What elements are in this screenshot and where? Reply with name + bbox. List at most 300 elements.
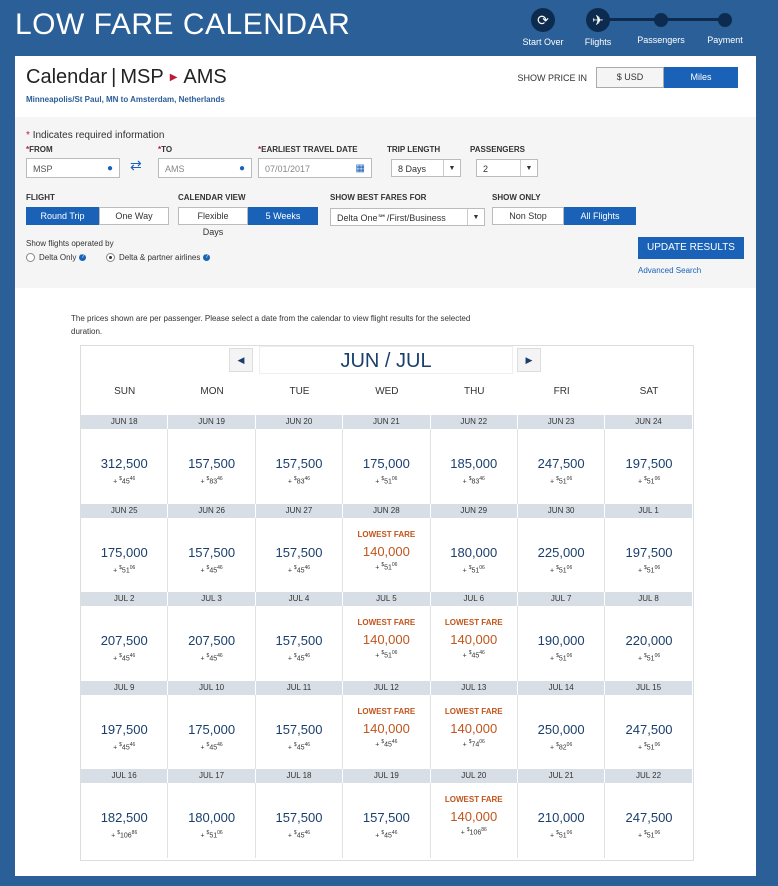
fare-tax: + $^{\$}74^{06}$ xyxy=(462,738,485,748)
day-date: JUN 27 xyxy=(256,504,343,518)
fare-cell[interactable] xyxy=(343,783,430,858)
day-date: JUL 16 xyxy=(81,769,168,783)
fare-miles[interactable]: 175,000 xyxy=(100,544,148,560)
fare-miles[interactable]: 207,500 xyxy=(188,633,236,648)
fare-miles[interactable]: 157,500 xyxy=(275,721,323,737)
calendar-weeks xyxy=(81,415,693,858)
fare-cell[interactable] xyxy=(168,783,255,858)
chevron-right-icon: ▶ xyxy=(525,355,533,365)
tax-dollars: 51 xyxy=(384,652,392,660)
fare-calendar xyxy=(80,345,694,861)
tax-dollars: 45 xyxy=(384,740,392,748)
fare-miles[interactable]: 182,500 xyxy=(100,810,148,825)
fare-cell[interactable] xyxy=(256,518,343,593)
day-date: JUL 3 xyxy=(168,592,255,606)
fare-cell[interactable] xyxy=(343,518,430,593)
day-date: JUL 18 xyxy=(256,769,343,783)
fare-miles[interactable]: 157,500 xyxy=(275,456,323,471)
day-date: JUL 22 xyxy=(605,769,692,783)
fare-cell[interactable] xyxy=(168,429,255,504)
step-label[interactable]: Start Over xyxy=(522,37,564,47)
delta-only-option[interactable] xyxy=(26,253,86,262)
day-date: JUN 26 xyxy=(168,504,255,518)
fare-cell[interactable] xyxy=(431,518,518,593)
tax-dollars: 45 xyxy=(296,743,305,751)
tax-cents: 06 xyxy=(566,476,573,482)
tax-dollars: 106 xyxy=(119,832,132,840)
week-fare-row xyxy=(81,429,693,504)
tax-cents: 46 xyxy=(304,476,311,482)
fare-tax: + $^{\$}45^{46}$ xyxy=(113,653,136,663)
destination-code: AMS xyxy=(183,66,227,88)
tax-cents: 06 xyxy=(654,830,661,836)
tax-cents: 06 xyxy=(566,830,573,836)
tax-dollars: 51 xyxy=(558,478,567,486)
fare-cell[interactable] xyxy=(431,606,518,681)
calendar-view-switch xyxy=(178,207,318,237)
tax-dollars: 83 xyxy=(471,478,480,486)
tax-dollars: 106 xyxy=(469,829,482,837)
route-prefix: Calendar xyxy=(26,66,108,88)
fare-tax: + $^{\$}45^{46}$ xyxy=(375,738,398,748)
day-date: JUL 10 xyxy=(168,681,255,695)
tax-cents: 06 xyxy=(217,830,223,836)
fare-miles[interactable]: 140,000 xyxy=(362,543,410,559)
fare-cell[interactable] xyxy=(81,783,168,858)
fare-tax: + $^{\$}45^{46}$ xyxy=(113,741,136,751)
tax-cents: 46 xyxy=(217,564,223,571)
week-fare-row xyxy=(81,695,693,770)
location-pin-icon: ● xyxy=(106,163,113,174)
fare-cell[interactable] xyxy=(343,695,430,770)
tax-dollars: 45 xyxy=(384,832,392,840)
tax-dollars: 51 xyxy=(384,478,392,486)
fare-miles[interactable]: 175,000 xyxy=(188,721,236,737)
tax-cents: 06 xyxy=(566,564,573,571)
fare-tax: + $^{\$}51^{06}$ xyxy=(550,830,573,840)
fare-cell[interactable] xyxy=(81,606,168,681)
fare-miles[interactable]: 312,500 xyxy=(100,456,148,471)
day-date: JUN 24 xyxy=(605,415,692,429)
tax-cents: 46 xyxy=(479,650,485,656)
tax-dollars: 45 xyxy=(296,566,305,574)
fare-miles[interactable]: 197,500 xyxy=(625,456,673,471)
fare-miles[interactable]: 190,000 xyxy=(537,633,585,648)
flight-label: FLIGHT xyxy=(26,193,55,202)
lowest-fare-badge: LOWEST FARE xyxy=(444,706,503,716)
tax-cents: 46 xyxy=(129,476,136,482)
fare-cell[interactable] xyxy=(343,606,430,681)
fare-cell[interactable] xyxy=(81,429,168,504)
radio-label: Delta Only xyxy=(39,253,77,262)
best-fares-select[interactable]: Delta One℠/First/Business ▼ xyxy=(330,208,485,226)
fare-miles[interactable]: 140,000 xyxy=(450,720,498,736)
fare-miles[interactable]: 157,500 xyxy=(362,810,410,825)
tax-dollars: 51 xyxy=(646,832,655,840)
fare-tax: + $^{\$}106^{86}$ xyxy=(111,830,138,840)
price-unit-switch xyxy=(596,67,738,88)
fare-miles[interactable]: 140,000 xyxy=(362,632,410,647)
fare-cell[interactable] xyxy=(518,606,605,681)
trip-length-select[interactable]: 8 Days ▼ xyxy=(391,159,461,177)
fare-tax: + $^{\$}83^{46}$ xyxy=(462,476,485,486)
day-date: JUL 15 xyxy=(605,681,692,695)
day-date: JUN 18 xyxy=(81,415,168,429)
step-payment xyxy=(685,8,765,45)
dow-label: WED xyxy=(375,386,399,397)
calendar-nav xyxy=(229,346,543,374)
chevron-left-icon: ◀ xyxy=(237,355,245,365)
fare-tax: + $^{\$}45^{46}$ xyxy=(200,564,223,574)
main-card xyxy=(15,56,756,876)
day-date: JUN 25 xyxy=(81,504,168,518)
swap-icon[interactable]: ⇄ xyxy=(130,157,142,173)
price-toggle xyxy=(517,67,738,88)
fare-tax: + $^{\$}83^{46}$ xyxy=(287,476,311,486)
fare-cell[interactable] xyxy=(605,606,692,681)
next-month-button[interactable] xyxy=(517,348,541,372)
one-way-button[interactable]: One Way xyxy=(99,207,169,225)
info-icon[interactable]: ? xyxy=(81,254,85,260)
five-weeks-button[interactable]: 5 Weeks xyxy=(248,207,318,225)
fare-tax: + $^{\$}45^{46}$ xyxy=(462,650,485,660)
step-label: Payment xyxy=(707,35,743,45)
step-dot xyxy=(718,13,732,27)
day-date: JUL 4 xyxy=(256,592,343,606)
tax-dollars: 51 xyxy=(558,566,567,574)
operated-by-label: Show flights operated by xyxy=(26,239,114,248)
flight-type-switch xyxy=(26,207,169,225)
day-date: JUN 29 xyxy=(431,504,518,518)
fare-tax: + $^{\$}51^{06}$ xyxy=(113,564,136,574)
radio-button[interactable] xyxy=(106,253,115,262)
day-date: JUL 5 xyxy=(343,592,430,606)
info-icon[interactable]: ? xyxy=(205,254,209,260)
calendar-week xyxy=(81,504,693,593)
tax-cents: 06 xyxy=(479,738,485,745)
day-date: JUL 20 xyxy=(431,769,518,783)
fare-cell[interactable] xyxy=(605,518,692,593)
day-date: JUL 12 xyxy=(343,681,430,695)
fare-cell[interactable] xyxy=(431,783,518,858)
fare-cell[interactable] xyxy=(605,783,692,858)
delta-partner-option[interactable] xyxy=(106,253,210,262)
fare-tax: + $^{\$}51^{06}$ xyxy=(200,830,223,840)
day-date: JUL 14 xyxy=(518,681,605,695)
fare-tax: + $^{\$}45^{46}$ xyxy=(287,830,311,840)
tax-cents: 46 xyxy=(479,476,485,482)
lowest-fare-badge: LOWEST FARE xyxy=(357,529,416,539)
fare-cell[interactable] xyxy=(168,606,255,681)
tax-dollars: 45 xyxy=(296,832,305,840)
day-date: JUN 21 xyxy=(343,415,430,429)
radio-button[interactable] xyxy=(26,253,35,262)
usd-button[interactable]: $ USD xyxy=(596,67,664,88)
fare-miles[interactable]: 140,000 xyxy=(450,809,498,824)
day-date: JUN 20 xyxy=(256,415,343,429)
fare-miles[interactable]: 247,500 xyxy=(625,721,673,737)
radio-label: Delta & partner airlines xyxy=(119,253,201,262)
calendar-week xyxy=(81,681,693,770)
required-note: * Indicates required information xyxy=(26,130,165,141)
tax-cents: 46 xyxy=(129,741,136,748)
tax-dollars: 51 xyxy=(558,655,567,663)
fare-cell[interactable] xyxy=(605,429,692,504)
fare-miles[interactable]: 157,500 xyxy=(275,544,323,560)
flexible-days-button[interactable]: Flexible Days xyxy=(178,207,248,225)
day-date: JUL 1 xyxy=(605,504,692,518)
plane-icon: ✈ xyxy=(586,8,610,32)
tax-cents: 46 xyxy=(304,564,311,571)
refresh-icon[interactable]: ⟳ xyxy=(531,8,555,32)
day-date: JUN 23 xyxy=(518,415,605,429)
show-price-label: SHOW PRICE IN xyxy=(517,72,587,83)
day-date: JUL 11 xyxy=(256,681,343,695)
fare-tax: + $^{\$}51^{06}$ xyxy=(375,650,398,660)
non-stop-button[interactable]: Non Stop xyxy=(492,207,564,225)
week-date-row xyxy=(81,681,693,695)
tax-cents: 06 xyxy=(654,564,661,571)
passengers-select[interactable]: 2 ▼ xyxy=(476,159,538,177)
fare-miles[interactable]: 157,500 xyxy=(188,456,236,471)
fare-tax: + $^{\$}51^{06}$ xyxy=(375,476,398,486)
calendar-week xyxy=(81,769,693,858)
day-date: JUL 21 xyxy=(518,769,605,783)
fare-tax: + $^{\$}51^{06}$ xyxy=(375,561,398,571)
fare-tax: + $^{\$}45^{46}$ xyxy=(287,741,311,751)
origin-code: MSP xyxy=(120,66,164,88)
tax-cents: 06 xyxy=(391,476,398,482)
fare-cell[interactable] xyxy=(168,518,255,593)
week-fare-row xyxy=(81,518,693,593)
fare-miles[interactable]: 220,000 xyxy=(625,633,673,648)
tax-dollars: 51 xyxy=(646,566,655,574)
fare-tax: + $^{\$}51^{06}$ xyxy=(550,476,573,486)
date-label: *EARLIEST TRAVEL DATE xyxy=(258,145,358,154)
tax-dollars: 45 xyxy=(209,566,218,574)
day-date: JUN 22 xyxy=(431,415,518,429)
tax-cents: 46 xyxy=(391,738,398,745)
show-only-switch xyxy=(492,207,636,225)
fare-tax: + $^{\$}83^{46}$ xyxy=(200,476,223,486)
tax-cents: 46 xyxy=(217,653,223,659)
fare-miles[interactable]: 175,000 xyxy=(362,456,410,471)
fare-tax: + $^{\$}51^{06}$ xyxy=(637,653,661,663)
calendar-icon[interactable]: ▦ xyxy=(355,163,365,174)
fare-miles[interactable]: 185,000 xyxy=(450,456,498,471)
week-fare-row xyxy=(81,606,693,681)
week-date-row xyxy=(81,415,693,429)
tax-dollars: 45 xyxy=(121,478,130,486)
chevron-down-icon: ▼ xyxy=(520,160,537,176)
tax-dollars: 45 xyxy=(209,655,218,663)
week-fare-row xyxy=(81,783,693,858)
fare-tax: + $^{\$}51^{06}$ xyxy=(550,653,573,663)
tax-cents: 06 xyxy=(391,561,398,568)
day-date: JUL 6 xyxy=(431,592,518,606)
tax-cents: 46 xyxy=(217,741,223,748)
miles-button[interactable]: Miles xyxy=(664,67,738,88)
days-of-week xyxy=(81,386,693,397)
fare-tax: + $^{\$}51^{06}$ xyxy=(637,476,661,486)
fare-miles[interactable]: 207,500 xyxy=(100,633,148,648)
day-date: JUL 13 xyxy=(431,681,518,695)
arrow-icon: ▶ xyxy=(169,72,178,84)
lowest-fare-badge: LOWEST FARE xyxy=(444,795,503,804)
day-date: JUN 28 xyxy=(343,504,430,518)
route-title: Calendar | MSP ▶ AMS xyxy=(26,66,227,88)
tax-dollars: 45 xyxy=(471,652,480,660)
fare-cell[interactable] xyxy=(431,695,518,770)
booking-progress xyxy=(500,0,770,50)
fare-miles[interactable]: 180,000 xyxy=(450,544,498,560)
chevron-down-icon: ▼ xyxy=(467,209,484,225)
fare-miles[interactable]: 157,500 xyxy=(275,810,323,825)
tax-cents: 46 xyxy=(391,830,398,836)
price-notice: The prices shown are per passenger. Please select a date from the calendar to view flight results for the selected duration. xyxy=(71,314,471,336)
best-fares-label: SHOW BEST FARES FOR xyxy=(330,193,427,202)
prev-month-button[interactable] xyxy=(229,348,253,372)
dow-label: MON xyxy=(200,386,224,397)
fare-cell[interactable] xyxy=(81,518,168,593)
tax-dollars: 51 xyxy=(646,655,655,663)
day-date: JUL 19 xyxy=(343,769,430,783)
day-date: JUN 19 xyxy=(168,415,255,429)
tax-cents: 46 xyxy=(304,653,311,659)
fare-cell[interactable] xyxy=(518,518,605,593)
fare-miles[interactable]: 210,000 xyxy=(537,810,585,825)
tax-cents: 06 xyxy=(566,653,573,659)
tax-cents: 46 xyxy=(217,476,223,482)
to-label: *TO xyxy=(158,145,173,154)
fare-miles[interactable]: 180,000 xyxy=(188,810,236,825)
fare-miles[interactable]: 225,000 xyxy=(537,544,585,560)
tax-cents: 46 xyxy=(129,653,136,659)
day-date: JUL 8 xyxy=(605,592,692,606)
tax-dollars: 51 xyxy=(558,832,567,840)
tax-dollars: 83 xyxy=(296,478,305,486)
fare-tax: + $^{\$}45^{46}$ xyxy=(287,653,311,663)
lowest-fare-badge: LOWEST FARE xyxy=(357,618,416,627)
lowest-fare-badge: LOWEST FARE xyxy=(444,618,503,627)
fare-cell[interactable] xyxy=(605,695,692,770)
round-trip-button[interactable]: Round Trip xyxy=(26,207,99,225)
week-date-row xyxy=(81,592,693,606)
calendar-view-label: CALENDAR VIEW xyxy=(178,193,246,202)
from-input[interactable]: MSP ● xyxy=(26,158,120,178)
fare-cell[interactable] xyxy=(256,695,343,770)
dow-label: SAT xyxy=(639,386,659,397)
dow-label: SUN xyxy=(114,386,136,397)
tax-dollars: 51 xyxy=(646,478,655,486)
month-label: JUN / JUL xyxy=(259,346,513,374)
tax-cents: 06 xyxy=(391,650,398,656)
fare-cell[interactable] xyxy=(343,429,430,504)
search-form xyxy=(15,117,756,288)
update-results-button[interactable]: UPDATE RESULTS xyxy=(638,237,744,259)
fare-tax: + $^{\$}82^{06}$ xyxy=(550,741,573,751)
tax-cents: 06 xyxy=(479,564,485,571)
week-date-row xyxy=(81,769,693,783)
fare-miles[interactable]: 247,500 xyxy=(537,456,585,471)
tax-dollars: 83 xyxy=(209,478,218,486)
fare-miles[interactable]: 250,000 xyxy=(537,721,585,737)
tax-dollars: 51 xyxy=(646,743,655,751)
fare-tax: + $^{\$}45^{46}$ xyxy=(200,741,223,751)
fare-cell[interactable] xyxy=(431,429,518,504)
fare-cell[interactable] xyxy=(168,695,255,770)
day-date: JUL 2 xyxy=(81,592,168,606)
fare-miles[interactable]: 157,500 xyxy=(188,544,236,560)
fare-cell[interactable] xyxy=(256,429,343,504)
tax-cents: 06 xyxy=(654,653,661,659)
step-label: Passengers xyxy=(637,35,685,45)
fare-miles[interactable]: 247,500 xyxy=(625,810,673,825)
tax-dollars: 45 xyxy=(121,655,130,663)
fare-miles[interactable]: 197,500 xyxy=(100,721,148,737)
to-input[interactable]: AMS ● xyxy=(158,158,252,178)
page-title: LOW FARE CALENDAR xyxy=(15,8,351,41)
tax-dollars: 51 xyxy=(209,832,218,840)
fare-tax: + $^{\$}45^{46}$ xyxy=(113,476,136,486)
fare-tax: + $^{\$}45^{46}$ xyxy=(287,564,311,574)
day-date: JUN 30 xyxy=(518,504,605,518)
fare-tax: + $^{\$}51^{06}$ xyxy=(637,830,661,840)
all-flights-button[interactable]: All Flights xyxy=(564,207,636,225)
fare-cell[interactable] xyxy=(518,783,605,858)
dow-label: FRI xyxy=(553,386,570,397)
fare-cell[interactable] xyxy=(518,695,605,770)
fare-cell[interactable] xyxy=(256,606,343,681)
fare-cell[interactable] xyxy=(81,695,168,770)
day-date: JUL 7 xyxy=(518,592,605,606)
advanced-search-link[interactable]: Advanced Search xyxy=(638,266,702,275)
fare-tax: + $^{\$}51^{06}$ xyxy=(637,741,661,751)
fare-miles[interactable]: 157,500 xyxy=(275,633,323,648)
tax-dollars: 82 xyxy=(558,743,567,751)
tax-cents: 06 xyxy=(654,741,661,748)
location-pin-icon: ● xyxy=(238,163,245,174)
tax-cents: 46 xyxy=(304,830,311,836)
chevron-down-icon: ▼ xyxy=(443,160,460,176)
show-only-label: SHOW ONLY xyxy=(492,193,541,202)
calendar-week xyxy=(81,415,693,504)
trip-length-label: TRIP LENGTH xyxy=(387,145,441,154)
day-date: JUL 9 xyxy=(81,681,168,695)
fare-miles[interactable]: 197,500 xyxy=(625,544,673,560)
tax-dollars: 51 xyxy=(471,566,480,574)
tax-cents: 06 xyxy=(566,741,573,748)
date-input[interactable]: 07/01/2017 ▦ xyxy=(258,158,372,178)
fare-cell[interactable] xyxy=(518,429,605,504)
tax-cents: 06 xyxy=(129,564,136,571)
fare-miles[interactable]: 140,000 xyxy=(450,632,498,647)
tax-cents: 06 xyxy=(654,476,661,482)
fare-tax: + $^{\$}106^{86}$ xyxy=(460,827,487,837)
tax-dollars: 45 xyxy=(296,655,305,663)
fare-tax: + $^{\$}51^{06}$ xyxy=(462,564,485,574)
dow-label: THU xyxy=(463,386,485,397)
fare-tax: + $^{\$}45^{46}$ xyxy=(200,653,223,663)
day-date: JUL 17 xyxy=(168,769,255,783)
step-label: Flights xyxy=(584,37,612,47)
step-dot xyxy=(654,13,668,27)
lowest-fare-badge: LOWEST FARE xyxy=(357,706,416,716)
fare-tax: + $^{\$}51^{06}$ xyxy=(550,564,573,574)
tax-dollars: 45 xyxy=(121,743,130,751)
fare-miles[interactable]: 140,000 xyxy=(362,720,410,736)
fare-cell[interactable] xyxy=(256,783,343,858)
